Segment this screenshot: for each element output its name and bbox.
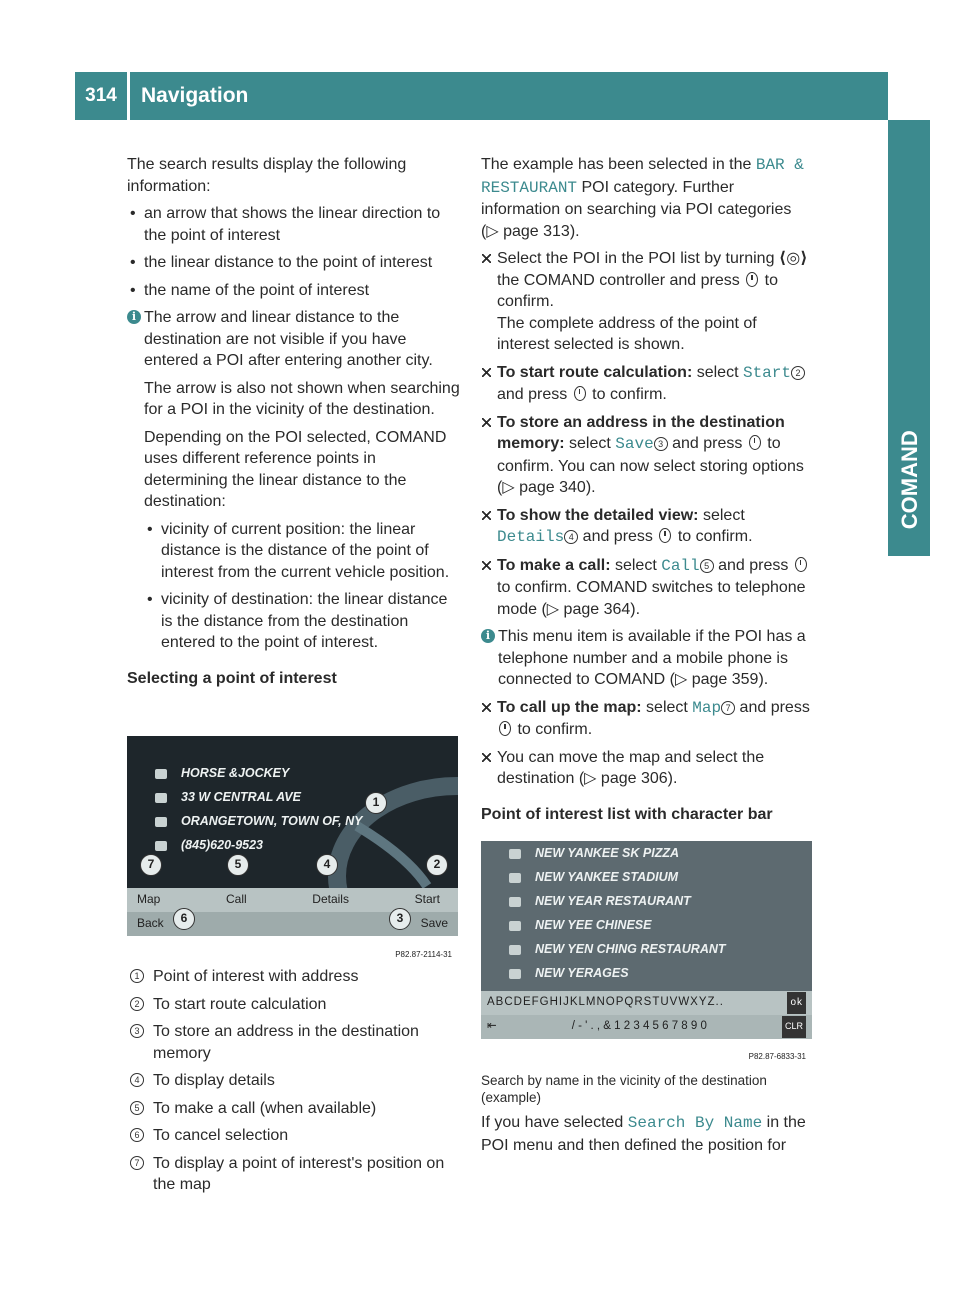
poi-phone: (845)620-9523 [181,838,264,853]
legend-item [127,994,462,1016]
step-bold: To start route calculation: [497,363,693,381]
info-icon: i [481,629,495,643]
press-controller-icon [749,435,761,450]
text: to confirm. [587,386,667,403]
text: to confirm. COMAND switches to telephone mode ( [497,579,806,618]
text: This menu item is available if the POI has a telephone number and a mobile phone is connected to COMAND ( [498,628,806,688]
step-map [481,697,813,741]
text: to confirm. You can now select storing options ( [497,435,804,496]
callout-number: 5 [700,559,714,573]
character-bar-letters[interactable]: ABCDEFGHIJKLMNOPQRSTUVWXYZ.. [487,996,724,1009]
text: to confirm. [513,721,593,738]
poi-city: ORANGETOWN, TOWN OF, NY [181,814,363,829]
note-text: The arrow and linear distance to the destination are not visible if you have entered a POI after entering another city. [144,309,433,369]
text: ). [667,770,678,787]
poi-list-name: NEW YANKEE SK PIZZA [535,846,679,861]
text: select [692,363,743,381]
step-bold: To call up the map: [497,698,642,716]
poi-list-row[interactable] [481,842,812,866]
step-select-poi [481,248,813,356]
legend-list [127,966,462,1196]
text: The example has been selected in the [481,156,756,173]
intro-text: The search results display the following information: [127,156,407,195]
info-note: i This menu item is available if the POI has a telephone number and a mobile phone is connected to COMAND (▷ page 359). [481,626,813,691]
legend-text: To store an address in the destination memory [153,1023,419,1062]
text: select [564,435,616,452]
save-button[interactable]: Save [420,916,448,931]
legend-number: 6 [130,1128,144,1142]
poi-list-row[interactable] [481,914,812,938]
poi-list-name: NEW YANKEE STADIUM [535,870,679,885]
callout-1: 1 [365,792,387,814]
text: select [610,556,662,574]
back-button[interactable]: Back [137,916,164,931]
text: ). [630,600,641,618]
text: POI category. Further information on searching via POI categories ( [481,178,792,240]
step-start-route [481,362,813,406]
ok-button[interactable]: ok [787,992,806,1014]
poi-list-row[interactable] [481,866,812,890]
character-bar-2[interactable] [481,1015,812,1039]
legend-text: To start route calculation [153,995,327,1013]
callout-number: 3 [654,437,668,451]
code-call: Call [661,556,700,575]
text: to confirm. [497,271,778,310]
section-heading: Point of interest list with character bar [481,805,773,823]
press-controller-icon [746,272,758,287]
menu-start[interactable]: Start [414,892,440,907]
character-bar[interactable] [481,991,812,1015]
code-start: Start [742,363,791,382]
legend-text: To display a point of interest's position on the map [153,1154,445,1193]
page-ref: page 364 [563,600,631,618]
press-controller-icon [574,386,586,401]
turn-controller-icon: ⟨◎⟩ [778,250,808,267]
poi-list-name: NEW YEE CHINESE [535,918,652,933]
callout-number: 2 [791,366,805,380]
example-text: The example has been selected in the BAR & RESTAURANT POI category. Further information on searching via POI categories (▷ page 313). [481,156,804,240]
text: ). [585,479,596,496]
step-store-address: To store an address in the destination memory: select Save 3 and press to confirm. You can now select storing options (▷ page 340). [481,412,813,499]
poi-icon [509,873,521,883]
callout-7: 7 [140,854,162,876]
back-arrow-icon[interactable]: ⇤ [487,1020,497,1033]
poi-icon [509,897,521,907]
legend-number: 4 [130,1073,144,1087]
callout-number: 7 [721,701,735,715]
info-note [127,307,462,654]
legend-number: 1 [130,969,144,983]
step-call: To make a call: select Call 5 and press to confirm. COMAND switches to telephone mode (▷ page 364). [481,555,813,621]
legend-text: Point of interest with address [153,968,359,985]
code-save: Save [615,435,654,453]
legend-item [127,1070,462,1092]
legend-number: 7 [130,1156,144,1170]
callout-2: 2 [426,854,448,876]
poi-list-name: NEW YERAGES [535,966,629,981]
text: ). [569,222,580,240]
text: and press [578,528,658,545]
page-number: 314 [85,85,117,107]
text: and press [667,435,747,452]
step-bold: To show the detailed view: [497,506,699,524]
legend-text: To make a call (when available) [153,1099,377,1117]
press-controller-icon [795,557,807,572]
poi-row-city [127,810,458,834]
note-text: Depending on the POI selected, COMAND uses different reference points in determining the linear distance to the destination: [144,428,447,510]
restaurant-icon [155,769,167,779]
text: ). [758,671,769,688]
legend-text: To cancel selection [153,1127,289,1144]
poi-row-name [127,762,458,786]
legend-text: To display details [153,1072,275,1089]
side-tab-label-wrap [896,420,922,540]
right-column [481,154,813,825]
step-bold: To store an address in the destination memory: [497,413,785,452]
text: If you have selected [481,1114,628,1131]
menu-call[interactable]: Call [225,892,247,907]
figure-caption: Search by name in the vicinity of the destination (example) [481,1073,767,1105]
figure-ref: P82.87-6833-31 [748,1052,806,1061]
page-title: Navigation [141,84,249,108]
page-ref: page 306 [600,770,668,787]
text: Select the POI in the POI list by turning [497,250,779,267]
page-ref: page 340 [519,479,586,496]
poi-list-name: NEW YEN CHING RESTAURANT [535,942,726,957]
page-ref: page 359 [691,671,759,688]
text: and press [497,386,572,403]
bullet-item: • the name of the point of interest [127,280,462,302]
text: select [641,698,693,716]
menu-details[interactable]: Details [312,892,349,907]
legend-item [127,1125,462,1147]
section-heading: Selecting a point of interest [127,669,337,687]
press-controller-icon [499,721,511,736]
poi-row-street [127,786,458,810]
city-icon [155,817,167,827]
poi-screen [127,736,458,936]
step-bold: To make a call: [497,556,611,574]
figure-ref: P82.87-2114-31 [395,950,452,959]
legend-item [127,1098,462,1120]
legend-number: 5 [130,1101,144,1115]
text: to confirm. [673,528,753,545]
menu-bar [127,888,458,912]
poi-row-phone [127,834,458,858]
info-icon: i [127,310,141,324]
bullet-item: • an arrow that shows the linear direction to the point of interest [127,203,462,246]
step-result: The complete address of the point of interest selected is shown. [497,314,757,353]
poi-icon [509,969,521,979]
note-bullet: • vicinity of current position: the linear distance is the distance of the point of interest from the current vehicle position. [144,519,462,584]
text: and press [735,698,810,716]
clr-button[interactable]: CLR [782,1016,806,1038]
poi-list-row[interactable] [481,890,812,914]
menu-map[interactable]: Map [137,892,161,907]
text: and press [713,556,793,574]
poi-list-screen [481,841,812,1039]
code-details: Details [497,528,565,546]
closing-text [481,1112,813,1156]
poi-list-screenshot [481,841,812,1061]
step-details [481,505,813,549]
callout-6: 6 [173,908,195,930]
poi-list-row[interactable] [481,962,812,986]
left-column [127,154,462,689]
step-move-map: You can move the map and select the destination (▷ page 306). [481,747,813,790]
page-ref: page 313 [503,222,570,240]
callout-5: 5 [227,854,249,876]
code-map: Map [692,698,722,717]
character-bar-digits[interactable]: / - ' . , & 1 2 3 4 5 6 7 8 9 0 [571,1020,707,1033]
legend-item [127,966,462,988]
legend-number: 3 [130,1024,144,1038]
poi-screenshot [127,736,458,960]
side-tab-label: COMAND [896,430,922,530]
legend-item [127,1153,462,1196]
poi-list-row[interactable] [481,938,812,962]
text: the COMAND controller and press [497,271,745,289]
poi-icon [509,921,521,931]
text: in the POI menu and then defined the position for [481,1114,806,1154]
poi-icon [509,945,521,955]
note-text: The arrow is also not shown when searching for a POI in the vicinity of the destination. [144,379,460,418]
street-icon [155,793,167,803]
header-divider [127,72,130,120]
code-bar-restaurant: BAR & RESTAURANT [481,156,804,197]
poi-street: 33 W CENTRAL AVE [181,790,301,805]
phone-icon [155,841,167,851]
callout-3: 3 [389,908,411,930]
poi-name: HORSE &JOCKEY [181,766,290,781]
poi-icon [509,849,521,859]
bullet-item: • the linear distance to the point of interest [127,252,462,274]
text: You can move the map and select the destination ( [497,748,765,787]
code-search-by-name: Search By Name [627,1114,763,1132]
legend-item [127,1021,462,1064]
right-column-bottom [481,1072,813,1156]
callout-4: 4 [316,854,338,876]
note-bullet: • vicinity of destination: the linear distance is the distance from the destination entered to the point of interest. [144,589,462,654]
callout-number: 4 [564,530,578,544]
legend-number: 2 [130,997,144,1011]
press-controller-icon [659,528,671,543]
poi-list-name: NEW YEAR RESTAURANT [535,894,691,909]
text: select [698,506,745,524]
